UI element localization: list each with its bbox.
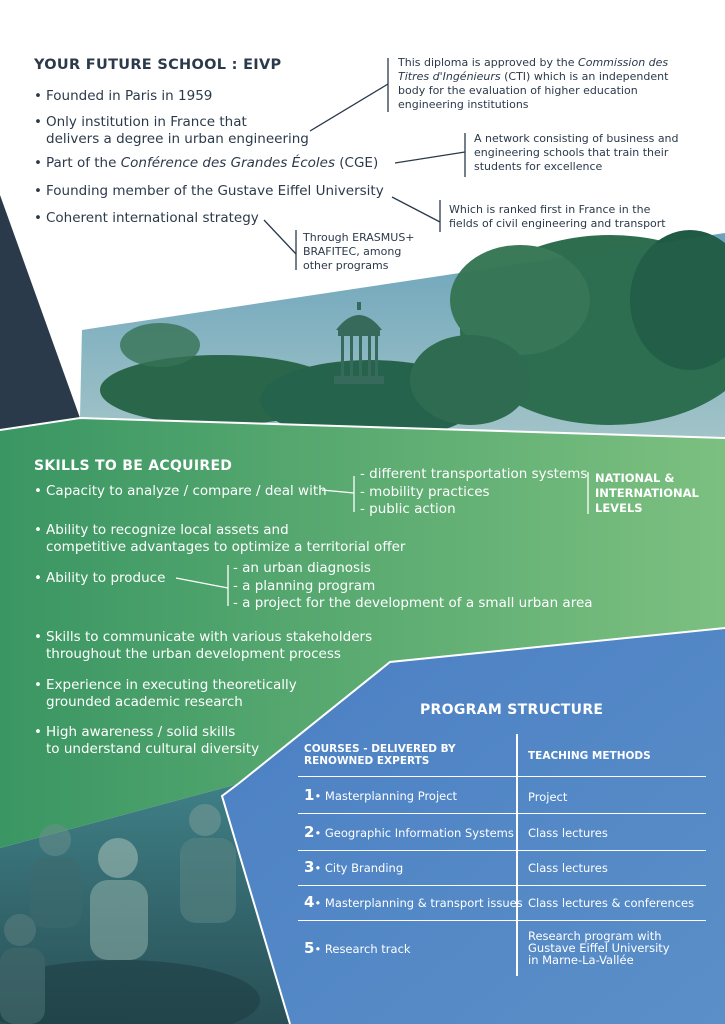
bullet-dot: • <box>34 155 42 171</box>
note-eiffel: Which is ranked first in France in the fields of civil engineering and transport <box>449 203 666 230</box>
table-row-method: Class lectures <box>528 826 608 840</box>
levels-label: NATIONAL & INTERNATIONAL LEVELS <box>595 471 699 515</box>
bullet-text: delivers a degree in urban engineering <box>46 131 309 147</box>
table-row-course: 2• Geographic Information Systems <box>304 823 514 841</box>
produce-items: - an urban diagnosis - a planning program - a project for the development of a small urban area <box>233 560 593 611</box>
bullet-dot: • <box>34 114 42 130</box>
note-erasmus: Through ERASMUS+ BRAFITEC, among other programs <box>303 231 415 272</box>
skill-analyze: • Capacity to analyze / compare / deal with <box>34 483 327 499</box>
table-rule <box>298 776 706 777</box>
table-rule <box>298 920 706 921</box>
table-row-method: Project <box>528 790 568 804</box>
bullet-text-italic: Conférence des Grandes Écoles <box>120 155 335 171</box>
navy-triangle <box>0 195 80 430</box>
skill-experience: • Experience in executing theoretically grounded academic research <box>34 677 297 710</box>
bullet-international <box>34 210 259 227</box>
bullet-founded <box>34 88 212 105</box>
table-row-course: 3• City Branding <box>304 858 404 876</box>
bullet-text: Part of the <box>46 155 117 171</box>
bullet-dot: • <box>34 570 42 586</box>
table-divider <box>516 734 518 976</box>
note-cge: A network consisting of business and engineering schools that train their students for excellence <box>474 132 679 173</box>
note-cti: This diploma is approved by the Commission des Titres d'Ingénieurs (CTI) which is an independent body for the evaluation of higher education engineering institutions <box>398 56 669 111</box>
bullet-text: Founding member of the Gustave Eiffel University <box>46 183 384 199</box>
bullet-eiffel <box>34 183 384 200</box>
table-rule <box>298 850 706 851</box>
bullet-dot: • <box>34 724 42 740</box>
skill-recognize: • Ability to recognize local assets and competitive advantages to optimize a territorial offer <box>34 522 406 555</box>
bullet-dot: • <box>34 522 42 538</box>
table-row-course: 4• Masterplanning & transport issues <box>304 893 523 911</box>
school-title: YOUR FUTURE SCHOOL : EIVP <box>34 57 282 73</box>
bullet-dot: • <box>34 677 42 693</box>
table-row-method: Class lectures <box>528 861 608 875</box>
bullet-text: (CGE) <box>339 155 379 171</box>
bullet-text: Founded in Paris in 1959 <box>46 88 213 104</box>
table-row-course: 5• Research track <box>304 939 411 957</box>
table-row-method: Research program with Gustave Eiffel University in Marne-La-Vallée <box>528 929 670 967</box>
bullet-cge <box>34 155 378 172</box>
table-rule <box>298 813 706 814</box>
bullet-text: Coherent international strategy <box>46 210 259 226</box>
skill-awareness: • High awareness / solid skills to understand cultural diversity <box>34 724 260 757</box>
bullet-dot: • <box>34 88 42 104</box>
table-row-course: 1• Masterplanning Project <box>304 786 458 804</box>
methods-header: TEACHING METHODS <box>528 750 651 762</box>
bullet-dot: • <box>34 629 42 645</box>
program-title: PROGRAM STRUCTURE <box>420 702 604 718</box>
skill-communicate: • Skills to communicate with various stakeholders throughout the urban development process <box>34 629 373 662</box>
bullet-dot: • <box>34 210 42 226</box>
skill-produce: • Ability to produce <box>34 570 166 586</box>
bullet-only-institution <box>34 114 309 148</box>
bullet-dot: • <box>34 183 42 199</box>
bullet-dot: • <box>34 483 42 499</box>
courses-header: COURSES - DELIVERED BY RENOWNED EXPERTS <box>304 743 456 767</box>
analyze-items: - different transportation systems - mobility practices - public action <box>360 466 588 517</box>
skills-title: SKILLS TO BE ACQUIRED <box>34 458 233 474</box>
table-rule <box>298 885 706 886</box>
table-row-method: Class lectures & conferences <box>528 896 695 910</box>
bullet-text: Only institution in France that <box>46 114 247 130</box>
